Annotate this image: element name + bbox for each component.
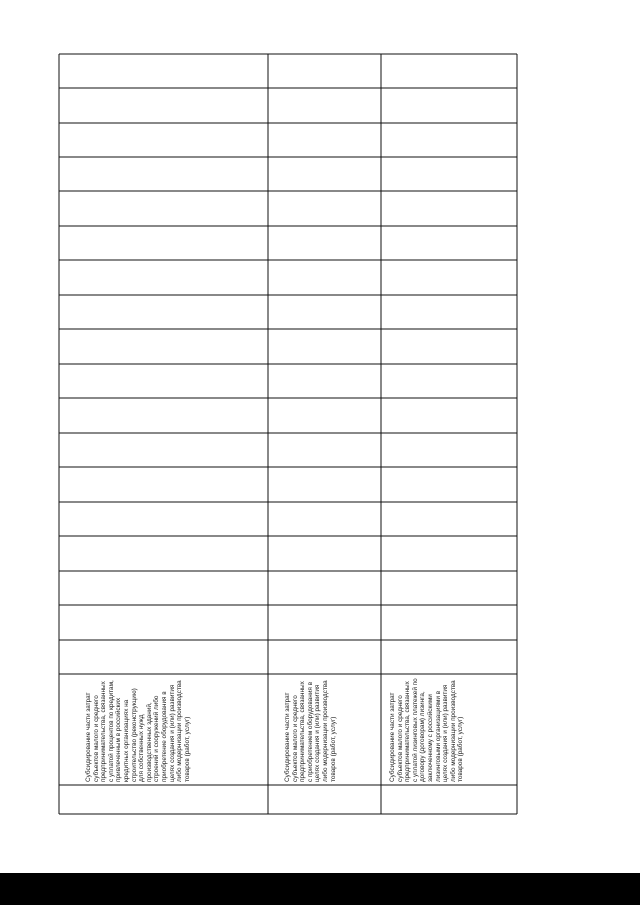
table-cell-text-col1: Субсидирование части затрат субъектов малого и среднего предпринимательства, связанных с уплатой процентов по кредитам, привлеченным в российских кредитных организациях на строительство (реконструкцию) для собственных нужд производственных зданий, строений и сооружений либо приобретение оборудования в целях создания и (или) развития либо модернизации производства товаров (работ, услуг): [85, 680, 191, 782]
scanner-edge-bar: [0, 873, 640, 905]
table-cell-text-col3: Субсидирование части затрат субъектов малого и среднего предпринимательства, связанных с уплатой лизинговых платежей по договору (договорам) лизинга, заключенному с российскими лизинговыми организациями в целях создания и (или) развития либо модернизации производства товаров (работ, услуг): [389, 678, 465, 782]
table-cell-text-col2: Субсидирование части затрат субъектов малого и среднего предпринимательства, связанных с приобретением оборудования в целях создания и (или) развития либо модернизации производства товаров (работ, услуг): [284, 680, 337, 782]
